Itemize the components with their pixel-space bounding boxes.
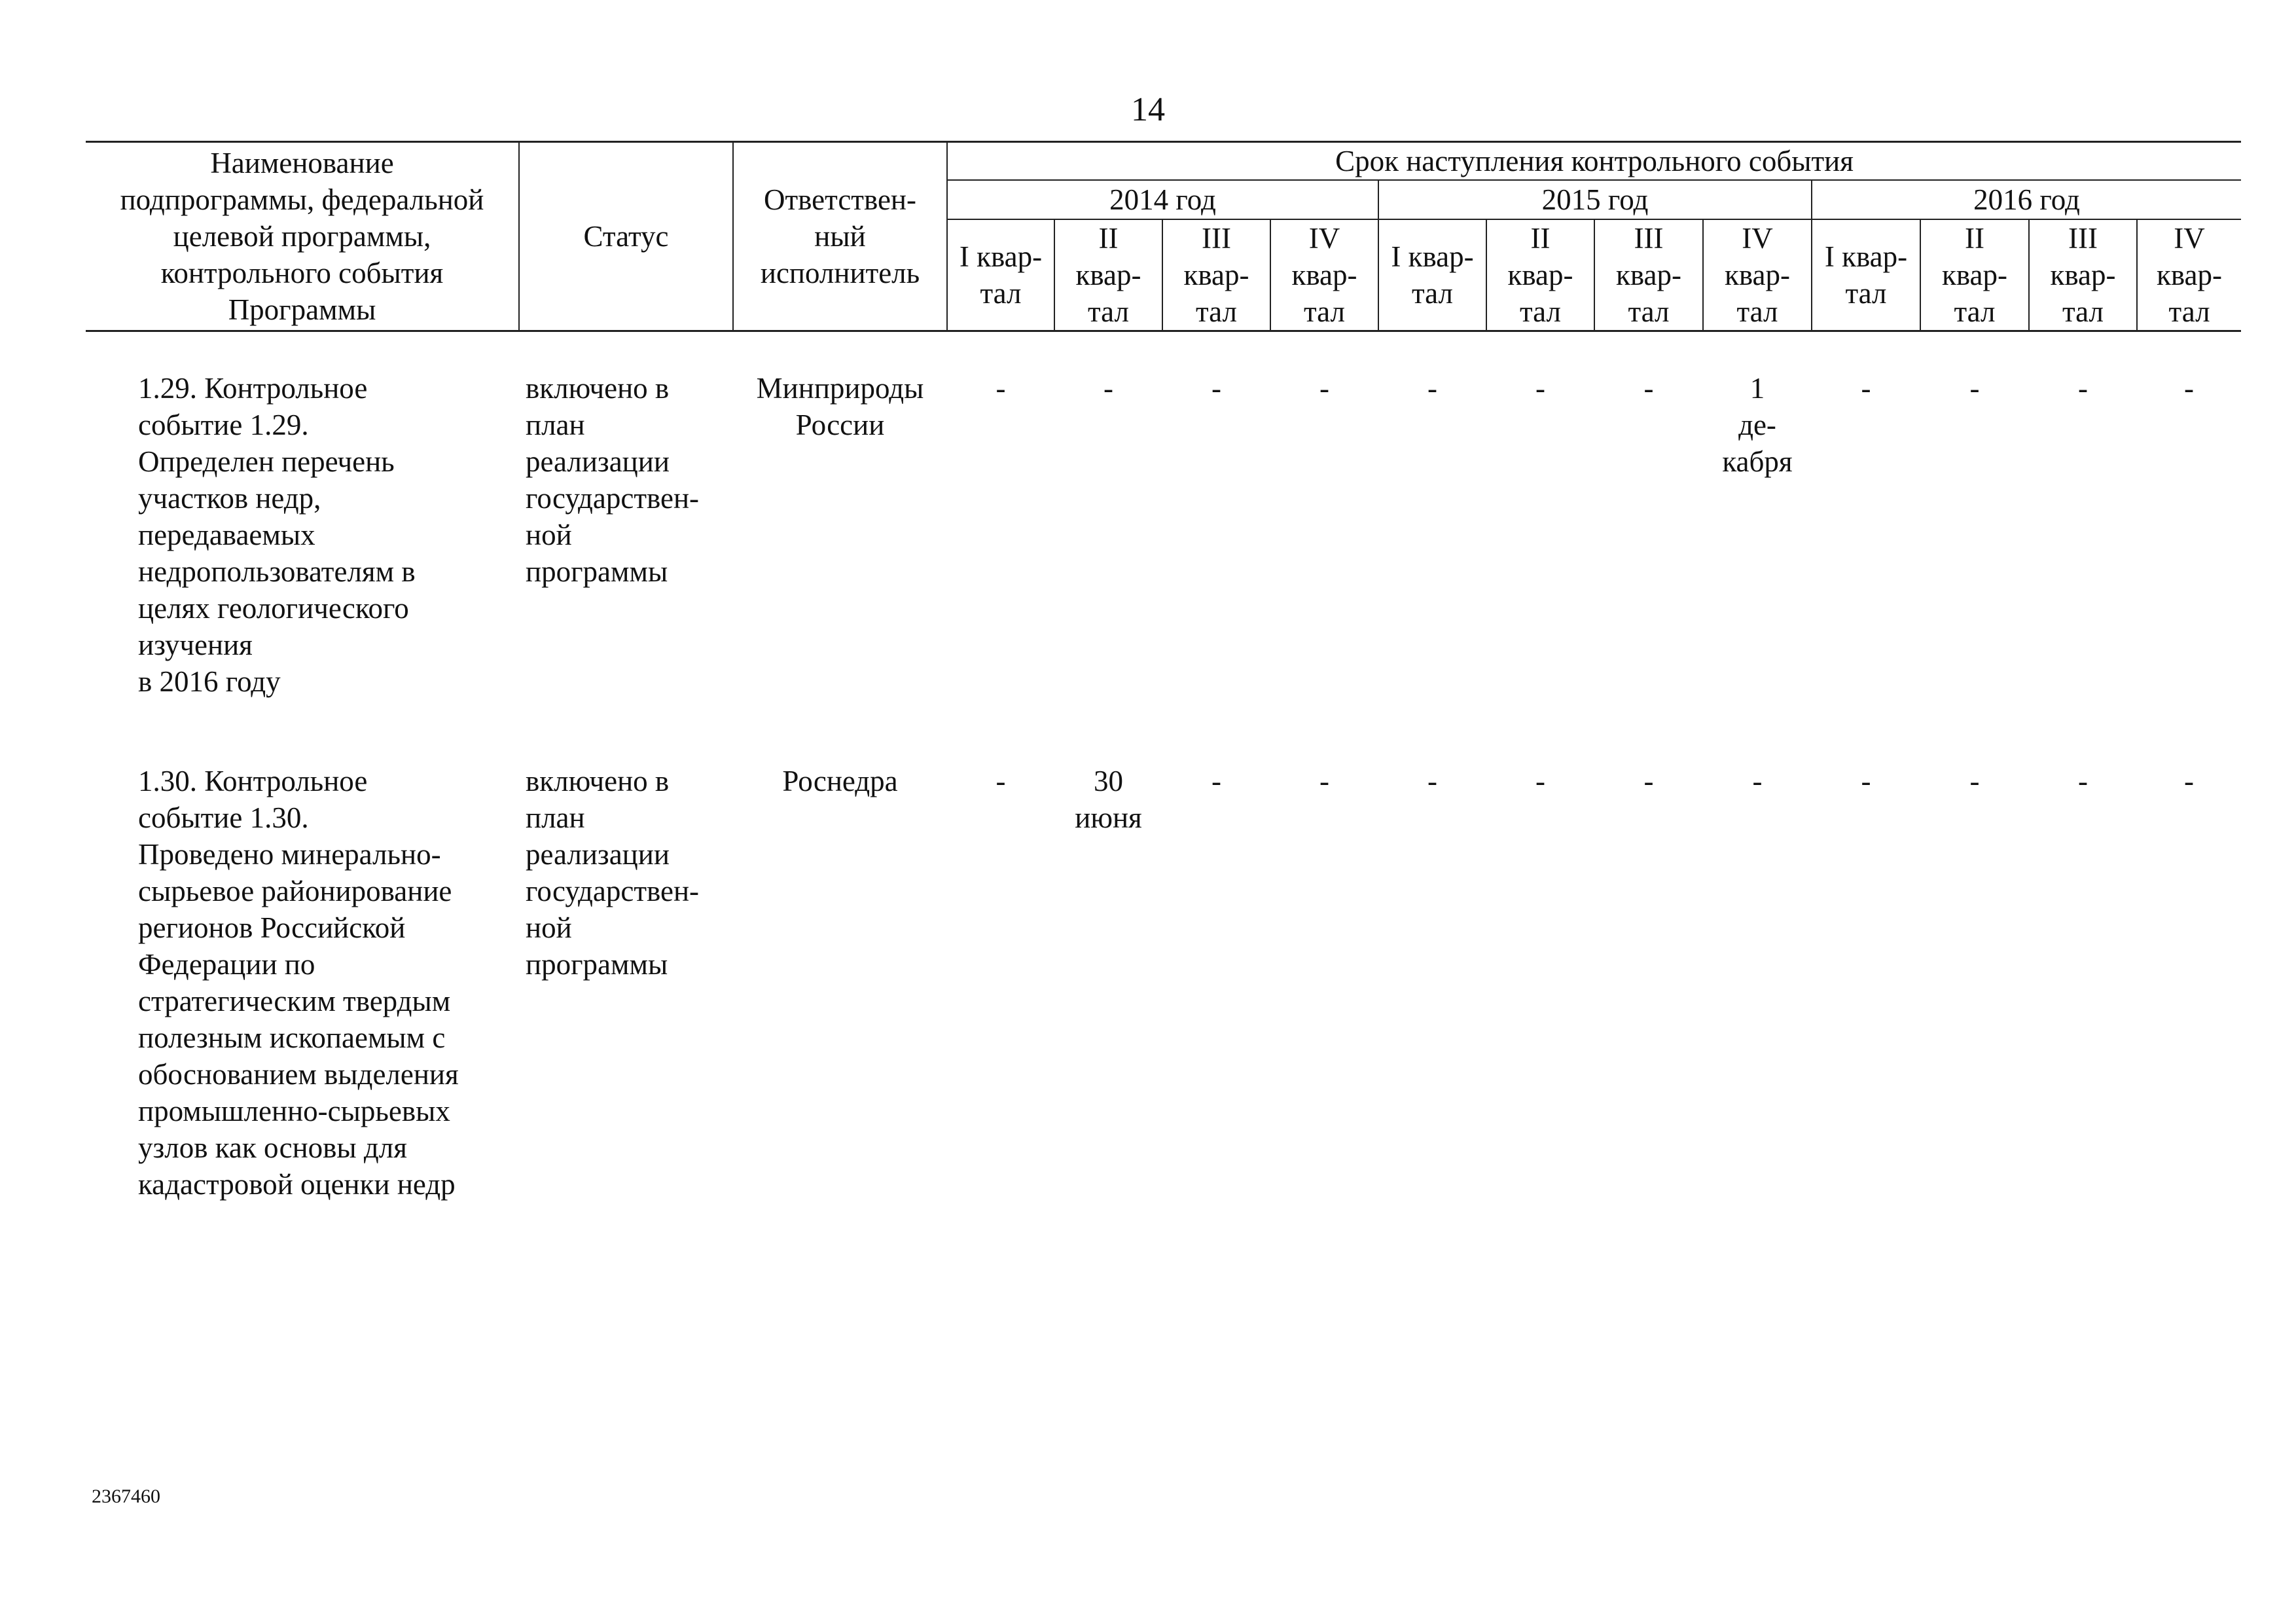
header-year-2014: 2014 год bbox=[947, 180, 1378, 219]
header-year-2016: 2016 год bbox=[1812, 180, 2241, 219]
header-name-column bbox=[86, 142, 519, 331]
header-executor-label: Ответствен- ный исполнитель bbox=[760, 183, 920, 289]
quarter-cell-2015-2: - bbox=[1535, 372, 1545, 405]
quarter-cell-2014-3: - bbox=[1211, 372, 1221, 405]
quarter-cell-2014-1: - bbox=[996, 372, 1006, 405]
header-quarter-2015-1: I квар- тал bbox=[1378, 219, 1486, 331]
quarter-cell-2015-4: 1 де- кабря bbox=[1722, 372, 1793, 478]
header-name-label: Наименование подпрограммы, федеральной целевой программы, контрольного события Программы bbox=[120, 147, 484, 326]
quarter-cell-2016-1: - bbox=[1861, 372, 1871, 405]
quarter-cell-2014-4: - bbox=[1319, 372, 1329, 405]
quarter-cell-2015-3: - bbox=[1643, 765, 1654, 797]
header-deadline-group bbox=[947, 142, 2241, 181]
quarter-cell-2014-2: 30 июня bbox=[1075, 765, 1142, 834]
quarter-cell-2015-1: - bbox=[1427, 765, 1437, 797]
header-deadline-label: Срок наступления контрольного события bbox=[1335, 145, 1854, 177]
header-quarter-2016-2: II квар- тал bbox=[1920, 219, 2029, 331]
header-quarter-2016-3: III квар- тал bbox=[2029, 219, 2137, 331]
event-status: включено в план реализации государствен- ной программы bbox=[526, 765, 700, 981]
event-status: включено в план реализации государствен- ной программы bbox=[526, 372, 700, 588]
header-executor-column bbox=[733, 142, 947, 331]
quarter-cell-2016-3: - bbox=[2078, 765, 2088, 797]
quarter-cell-2015-1: - bbox=[1427, 372, 1437, 405]
event-executor: Минприроды России bbox=[756, 372, 924, 441]
header-quarter-2016-4: IV квар- тал bbox=[2137, 219, 2241, 331]
event-name: 1.30. Контрольное событие 1.30. Проведено минерально- сырьевое районирование регионов Российской Федерации по стратегическим твердым полезным ископаемым с обоснованием выделения промышленно-сырьевых узлов как основы для кадастровой оценки недр bbox=[138, 765, 459, 1201]
header-quarter-2016-1: I квар- тал bbox=[1812, 219, 1920, 331]
quarter-cell-2016-1: - bbox=[1861, 765, 1871, 797]
quarter-cell-2014-4: - bbox=[1319, 765, 1329, 797]
header-year-2015: 2015 год bbox=[1378, 180, 1812, 219]
table-row-1-30 bbox=[86, 725, 2241, 1228]
event-executor: Роснедра bbox=[782, 765, 898, 797]
header-quarter-2015-3: III квар- тал bbox=[1594, 219, 1703, 331]
quarter-cell-2016-3: - bbox=[2078, 372, 2088, 405]
header-status-column bbox=[519, 142, 733, 331]
control-events-table bbox=[86, 141, 2241, 1228]
header-quarter-2014-1: I квар- тал bbox=[947, 219, 1054, 331]
quarter-cell-2015-3: - bbox=[1643, 372, 1654, 405]
quarter-cell-2016-4: - bbox=[2184, 372, 2195, 405]
header-quarter-2015-2: II квар- тал bbox=[1486, 219, 1594, 331]
quarter-cell-2014-1: - bbox=[996, 765, 1006, 797]
table-row-1-29 bbox=[86, 331, 2241, 725]
quarter-cell-2015-4: - bbox=[1752, 765, 1763, 797]
quarter-cell-2014-2: - bbox=[1103, 372, 1113, 405]
header-quarter-2014-4: IV квар- тал bbox=[1270, 219, 1378, 331]
header-quarter-2014-3: III квар- тал bbox=[1162, 219, 1270, 331]
quarter-cell-2016-4: - bbox=[2184, 765, 2195, 797]
quarter-cell-2014-3: - bbox=[1211, 765, 1221, 797]
quarter-cell-2016-2: - bbox=[1969, 372, 1980, 405]
page-number: 14 bbox=[1131, 91, 1165, 128]
quarter-cell-2016-2: - bbox=[1969, 765, 1980, 797]
header-quarter-2015-4: IV квар- тал bbox=[1703, 219, 1812, 331]
document-code: 2367460 bbox=[92, 1486, 160, 1507]
quarter-cell-2015-2: - bbox=[1535, 765, 1545, 797]
header-quarter-2014-2: II квар- тал bbox=[1054, 219, 1162, 331]
event-name: 1.29. Контрольное событие 1.29. Определен перечень участков недр, передаваемых недропользователям в целях геологического изучения в 2016 году bbox=[138, 372, 416, 698]
header-status-label: Статус bbox=[583, 220, 669, 253]
